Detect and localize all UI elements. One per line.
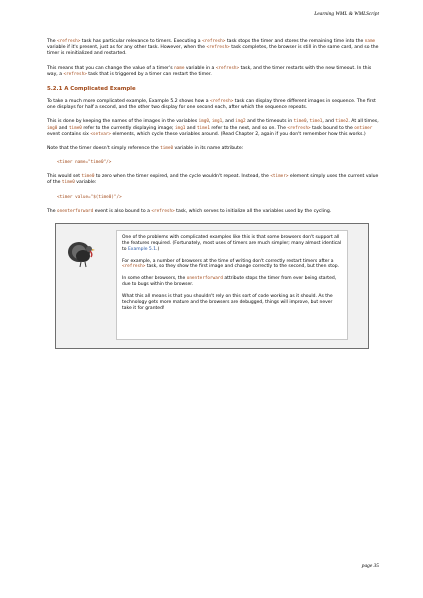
text: event is also bound to a	[93, 208, 152, 214]
note-paragraph	[122, 276, 342, 288]
text: , and	[222, 119, 236, 125]
text: This would set	[47, 174, 82, 180]
code-inline: time0	[293, 119, 307, 125]
code-block-timer-value: <timer value="$(time0)"/>	[57, 194, 122, 200]
text: task bound to the	[310, 125, 355, 131]
code-inline: <refresh>	[210, 99, 234, 105]
code-block-timer-name: <timer name="time0"/>	[57, 160, 112, 166]
code-inline: img0	[198, 119, 209, 125]
text: variable if it's present, just as for any other task. However, when the	[47, 45, 207, 51]
text: event contains six	[47, 131, 91, 137]
paragraph-onenterforward	[47, 209, 379, 215]
code-inline: <refresh>	[122, 264, 146, 270]
text: One of the problems with complicated examples like this is that some browsers don't support all the features required. (Fortunately, most uses of timers are much simpler; many almost identical to	[122, 234, 342, 252]
code-inline: time0	[160, 146, 174, 152]
text: elements, which cycle these variables around. (Read Chapter 2, again if you don't remember how this works.)	[111, 131, 366, 137]
code-inline: img2	[235, 119, 246, 125]
running-header: Learning WML & WMLScript	[314, 11, 379, 17]
text: task that is triggered by a timer can restart the timer.	[86, 71, 212, 77]
code-inline: ontimer	[354, 125, 373, 131]
note-paragraph	[122, 259, 342, 271]
page-number: page 35	[361, 563, 379, 569]
paragraph-example-intro	[47, 99, 379, 111]
text: variable in a	[184, 65, 216, 71]
paragraph-set-time0	[47, 174, 379, 186]
code-inline: <refresh>	[57, 39, 81, 44]
code-inline: time0	[68, 125, 82, 131]
code-inline: time1	[196, 125, 210, 131]
text: . At all times,	[348, 119, 379, 125]
text: task has particular relevance to timers. Executing a	[80, 39, 203, 44]
code-inline: <refresh>	[202, 39, 226, 44]
example-link[interactable]: Example 5.1	[127, 246, 157, 252]
page-content	[47, 39, 379, 349]
note-paragraph: What this all means is that you shouldn't rely on this sort of code working as it should. As the technology gets more mature and the browsers are debugged, things will improve, but never take it for granted!	[122, 294, 333, 311]
text: refer to the next, and so on. The	[209, 125, 288, 131]
text: , and	[322, 119, 336, 125]
text: ,	[306, 119, 310, 125]
code-inline: time1	[309, 119, 323, 125]
note-box	[55, 223, 369, 349]
code-inline: onenterforward	[57, 208, 94, 214]
text: element simply uses the current value of the	[47, 174, 379, 186]
code-inline: img1	[211, 119, 223, 125]
paragraph-timer-restart	[47, 66, 379, 78]
code-inline: <setvar>	[90, 131, 112, 137]
text: variable:	[74, 180, 97, 186]
text: For example, a number of browsers at the time of writing don't correctly restart timers after a	[122, 258, 334, 264]
text: and the timeouts in	[245, 119, 294, 125]
turkey-icon	[67, 238, 95, 268]
code-inline: name	[364, 39, 376, 44]
note-text	[116, 230, 348, 340]
text: variable in its name attribute:	[173, 146, 244, 152]
text: The	[47, 39, 58, 44]
paragraph-refresh-timers	[47, 39, 379, 58]
code-inline: name	[174, 65, 185, 71]
text: This is done by keeping the names of the images in the variables	[47, 119, 199, 125]
code-inline: time2	[335, 119, 349, 125]
text: task completes, the browser is still in the same card, and so the timer is reinitialized and restarted.	[47, 45, 379, 57]
code-inline: onenterforward	[186, 276, 223, 282]
text: The	[47, 208, 58, 214]
code-inline: img0	[47, 125, 58, 131]
code-inline: <refresh>	[206, 45, 230, 51]
code-inline: <refresh>	[287, 125, 311, 131]
text: In some other browsers, the	[122, 276, 187, 282]
code-inline: time0	[61, 180, 75, 186]
text: task stops the timer and stores the remaining time into the	[225, 39, 365, 44]
text: to zero when the timer expired, and the cycle wouldn't repeat. Instead, the	[94, 174, 271, 180]
code-inline: <refresh>	[63, 71, 87, 77]
text: task, which serves to initialize all the variables used by the cycling.	[174, 208, 332, 214]
note-paragraph	[122, 235, 342, 253]
text: refer to the currently displaying image;	[81, 125, 176, 131]
code-inline: time0	[81, 174, 95, 180]
text: attribute stops the timer from ever being started, due to bugs within the browser.	[122, 276, 337, 288]
text: ,	[208, 119, 212, 125]
text: .)	[156, 246, 160, 252]
code-inline: <refresh>	[151, 208, 175, 214]
section-heading: 5.2.1 A Complicated Example	[47, 86, 136, 93]
paragraph-variables	[47, 119, 379, 138]
text: task, so they show the first image and change correctly to the second, but then stop.	[145, 264, 339, 270]
text: task can display three different images in sequence. The first one displays for half a second, and the other two display for one second each, after which the sequence repeats.	[47, 99, 376, 111]
text: To take a much more complicated example, Example 5.2 shows how a	[47, 99, 211, 105]
code-inline: <timer>	[270, 174, 289, 180]
paragraph-note-timer	[47, 146, 379, 152]
code-inline: <refresh>	[215, 65, 240, 71]
text: This means that you can change the value of a timer's	[47, 65, 175, 71]
text: and	[57, 125, 69, 131]
code-inline: img1	[175, 125, 186, 131]
text: Note that the timer doesn't simply reference the	[47, 146, 161, 152]
text: and	[185, 125, 197, 131]
text: task, and the timer restarts with the new timeout. In this way, a	[47, 65, 372, 77]
